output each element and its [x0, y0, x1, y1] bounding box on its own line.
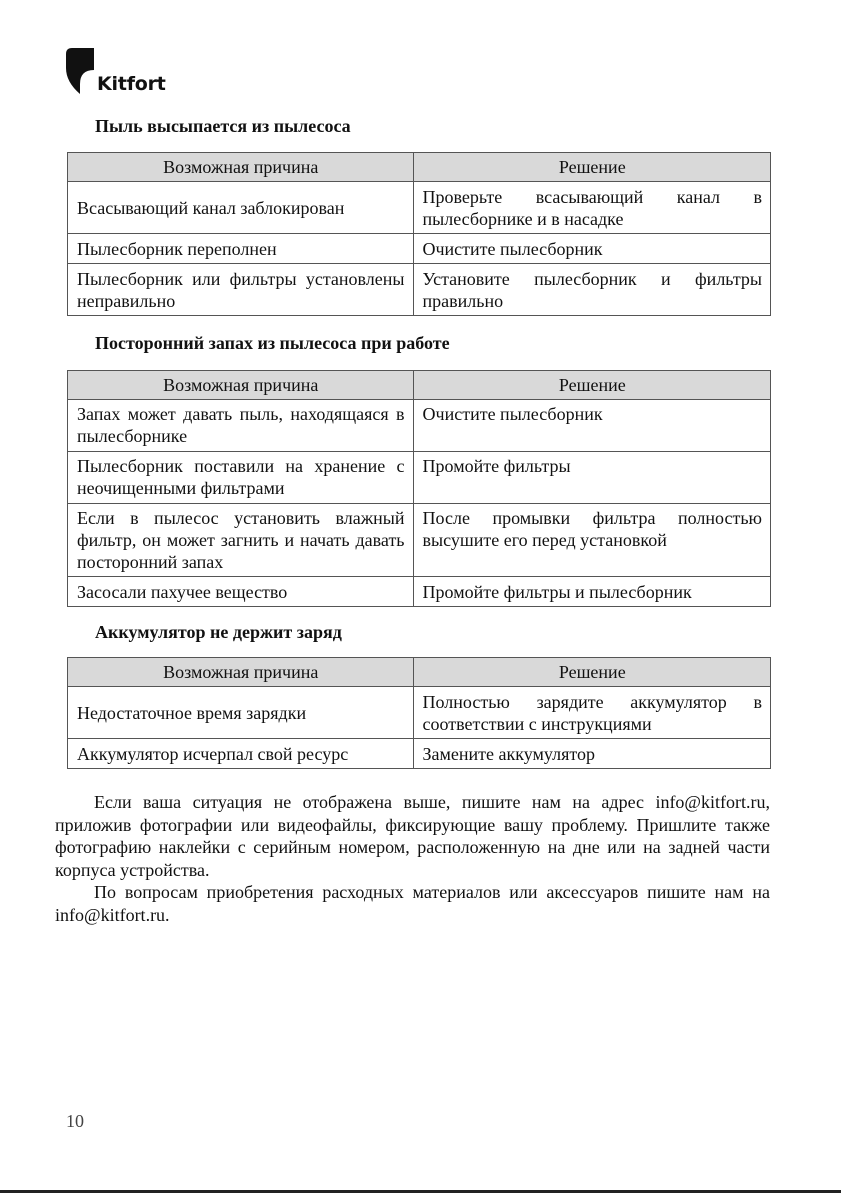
cause-cell: Пылесборник поставили на хранение с неочищенными фильтрами	[68, 452, 414, 504]
column-header-solution: Решение	[413, 371, 770, 400]
table-row	[68, 234, 771, 264]
brand-name: Kitfort	[97, 73, 166, 95]
troubleshooting-table-battery	[67, 657, 771, 769]
table-row	[68, 182, 771, 234]
table-row	[68, 739, 771, 769]
section-title-battery: Аккумулятор не держит заряд	[95, 622, 342, 642]
cause-cell: Аккумулятор исчерпал свой ресурс	[68, 739, 414, 769]
column-header-solution: Решение	[413, 658, 770, 687]
cause-cell: Пылесборник переполнен	[68, 234, 414, 264]
table-header-row	[68, 153, 771, 182]
section-title-dust: Пыль высыпается из пылесоса	[95, 116, 351, 136]
solution-cell: Замените аккумулятор	[413, 739, 770, 769]
solution-cell: Установите пылесборник и фильтры правильно	[413, 264, 771, 316]
solution-cell: Промойте фильтры	[413, 452, 770, 504]
cause-cell: Всасывающий канал заблокирован	[68, 182, 414, 234]
purchase-paragraph: По вопросам приобретения расходных материалов или аксессуаров пишите нам на info@kitfort.ru.	[55, 882, 770, 925]
table-row	[68, 452, 771, 504]
column-header-cause: Возможная причина	[68, 153, 414, 182]
solution-cell: Полностью зарядите аккумулятор в соответствии с инструкциями	[413, 687, 770, 739]
column-header-cause: Возможная причина	[68, 371, 414, 400]
table-row	[68, 400, 771, 452]
cause-cell: Недостаточное время зарядки	[68, 687, 414, 739]
solution-cell: Проверьте всасывающий канал в пылесборнике и в насадке	[413, 182, 771, 234]
kitfort-logo-mark-icon	[66, 48, 94, 96]
solution-cell: Очистите пылесборник	[413, 400, 770, 452]
kitfort-logo	[66, 48, 176, 100]
table-header-row	[68, 371, 771, 400]
table-row	[68, 264, 771, 316]
cause-cell: Пылесборник или фильтры установлены неправильно	[68, 264, 414, 316]
solution-cell: После промывки фильтра полностью высушите его перед установкой	[413, 504, 770, 577]
page-number: 10	[66, 1111, 84, 1131]
cause-cell: Засосали пахучее вещество	[68, 577, 414, 607]
column-header-solution: Решение	[413, 153, 771, 182]
section-title-odor: Посторонний запах из пылесоса при работе	[95, 333, 450, 353]
contact-paragraph: Если ваша ситуация не отображена выше, пишите нам на адрес info@kitfort.ru, приложив фотографии или видеофайлы, фиксирующие вашу проблему. Пришлите также фотографию наклейки с серийным номером, расположенную на дне или на задней части корпуса устройства.	[55, 792, 770, 880]
table-row	[68, 687, 771, 739]
table-header-row	[68, 658, 771, 687]
cause-cell: Запах может давать пыль, находящаяся в пылесборнике	[68, 400, 414, 452]
solution-cell: Промойте фильтры и пылесборник	[413, 577, 770, 607]
cause-cell: Если в пылесос установить влажный фильтр, он может загнить и начать давать посторонний запах	[68, 504, 414, 577]
column-header-cause: Возможная причина	[68, 658, 414, 687]
troubleshooting-table-odor	[67, 370, 771, 607]
table-row	[68, 504, 771, 577]
table-row	[68, 577, 771, 607]
solution-cell: Очистите пылесборник	[413, 234, 771, 264]
troubleshooting-table-dust	[67, 152, 771, 316]
